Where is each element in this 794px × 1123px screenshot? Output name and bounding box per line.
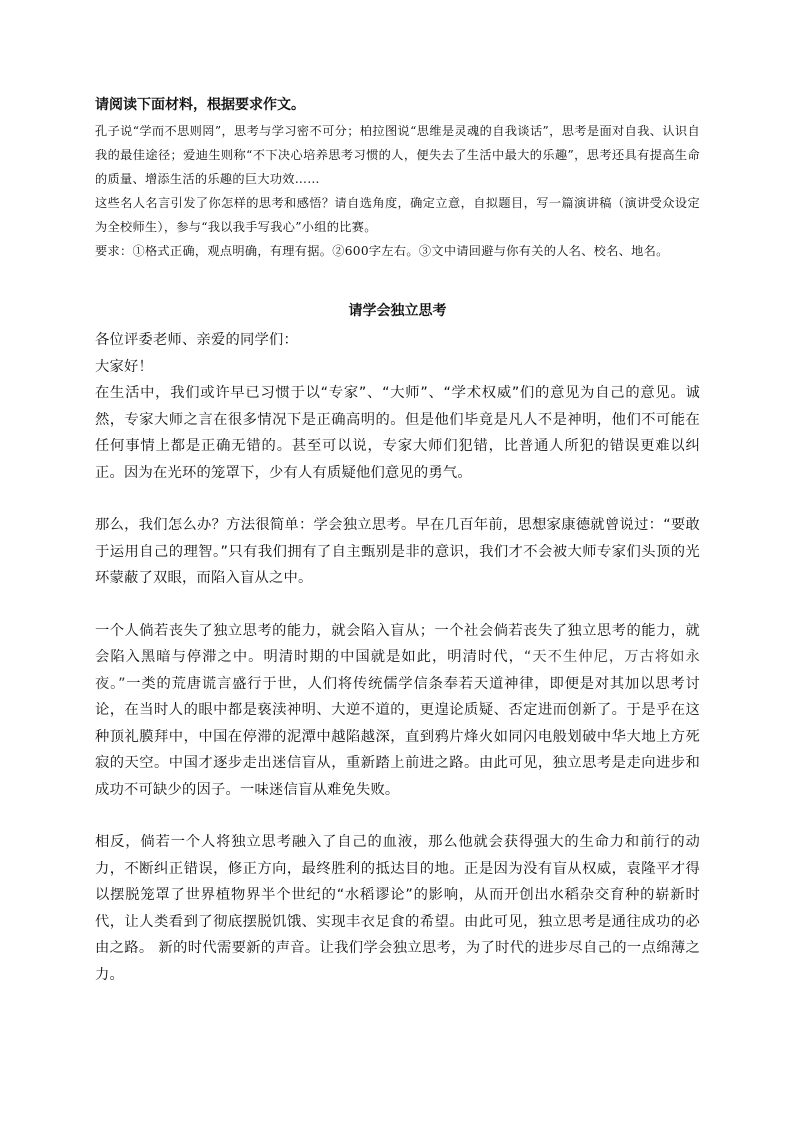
prompt-heading: 请阅读下面材料，根据要求作文。 xyxy=(95,97,305,113)
essay-title: 请学会独立思考 xyxy=(348,303,447,319)
essay-paragraph-3-quote: “天不生仲尼，万古将如永夜。” xyxy=(95,649,700,692)
prompt-paragraph-quotes: 孔子说“学而不思则罔”，思考与学习密不可分；柏拉图说“思维是灵魂的自我谈话”，思考是面对自我、认识自我的最佳途径；爱迪生则称“不下决心培养思考习惯的人，便失去了生活中最大的乐趣”，思考还具有提高生命的质量、增添生活的乐趣的巨大功效…… xyxy=(95,124,700,186)
essay-paragraph-3-rest: 一类的荒唐谎言盛行于世，人们将传统儒学信条奉若天道神律，即便是对其加以思考讨论，在当时人的眼中都是亵渎神明、大逆不道的，更遑论质疑、否定进而创新了。于是乎在这种顶礼膜拜中，中国在停滞的泥潭中越陷越深，直到鸦片烽火如同闪电般划破中华大地上方死寂的天空。中国才逐步走出迷信盲从，重新踏上前进之路。由此可见，独立思考是走向进步和成功不可缺少的因子。一味迷信盲从难免失败。 xyxy=(95,675,700,798)
essay-paragraph-3 xyxy=(95,618,700,804)
document-page xyxy=(95,95,700,988)
essay-salutation: 各位评委老师、亲爱的同学们： xyxy=(95,332,298,348)
essay-paragraph-1: 在生活中，我们或许早已习惯于以“专家”、“大师”、“学术权威”们的意见为自己的意见。诚然，专家大师之言在很多情况下是正确高明的。但是他们毕竟是凡人不是神明，他们不可能在任何事情上都是正确无错的。甚至可以说，专家大师们犯错，比普通人所犯的错误更难以纠正。因为在光环的笼罩下，少有人有质疑他们意见的勇气。 xyxy=(95,385,700,481)
essay-paragraph-3-start: 一个人倘若丧失了独立思考的能力，就会陷入盲从；一个社会倘若丧失了独立思考的能力，就会陷入黑暗与停滞之中。明清时期的中国就是如此，明清时代， xyxy=(95,622,700,665)
prompt-paragraph-requirements: 要求：①格式正确，观点明确，有理有据。②600字左右。③文中请回避与你有关的人名、校名、地名。 xyxy=(95,244,669,258)
essay-paragraph-2: 那么，我们怎么办？方法很简单：学会独立思考。早在几百年前，思想家康德就曾说过：“要敢于运用自己的理智。”只有我们拥有了自主甄别是非的意识，我们才不会被大师专家们头顶的光环蒙蔽了双眼，而陷入盲从之中。 xyxy=(95,517,700,586)
essay-greeting: 大家好！ xyxy=(95,358,153,375)
essay-paragraph-4: 相反，倘若一个人将独立思考融入了自己的血液，那么他就会获得强大的生命力和前行的动力，不断纠正错误，修正方向，最终胜利的抵达目的地。正是因为没有盲从权威，袁隆平才得以摆脱笼罩了世界植物界半个世纪的“水稻谬论”的影响，从而开创出水稻杂交育种的崭新时代，让人类看到了彻底摆脱饥饿、实现丰衣足食的希望。由此可见，独立思考是通往成功的必由之路。 新的时代需要新的声音。让我们学会独立思考，为了时代的进步尽自己的一点绵薄之力。 xyxy=(95,834,700,983)
prompt-paragraph-task: 这些名人名言引发了你怎样的思考和感悟？请自选角度，确定立意，自拟题目，写一篇演讲稿（演讲受众设定为全校师生），参与“我以我手写我心”小组的比赛。 xyxy=(95,196,700,234)
